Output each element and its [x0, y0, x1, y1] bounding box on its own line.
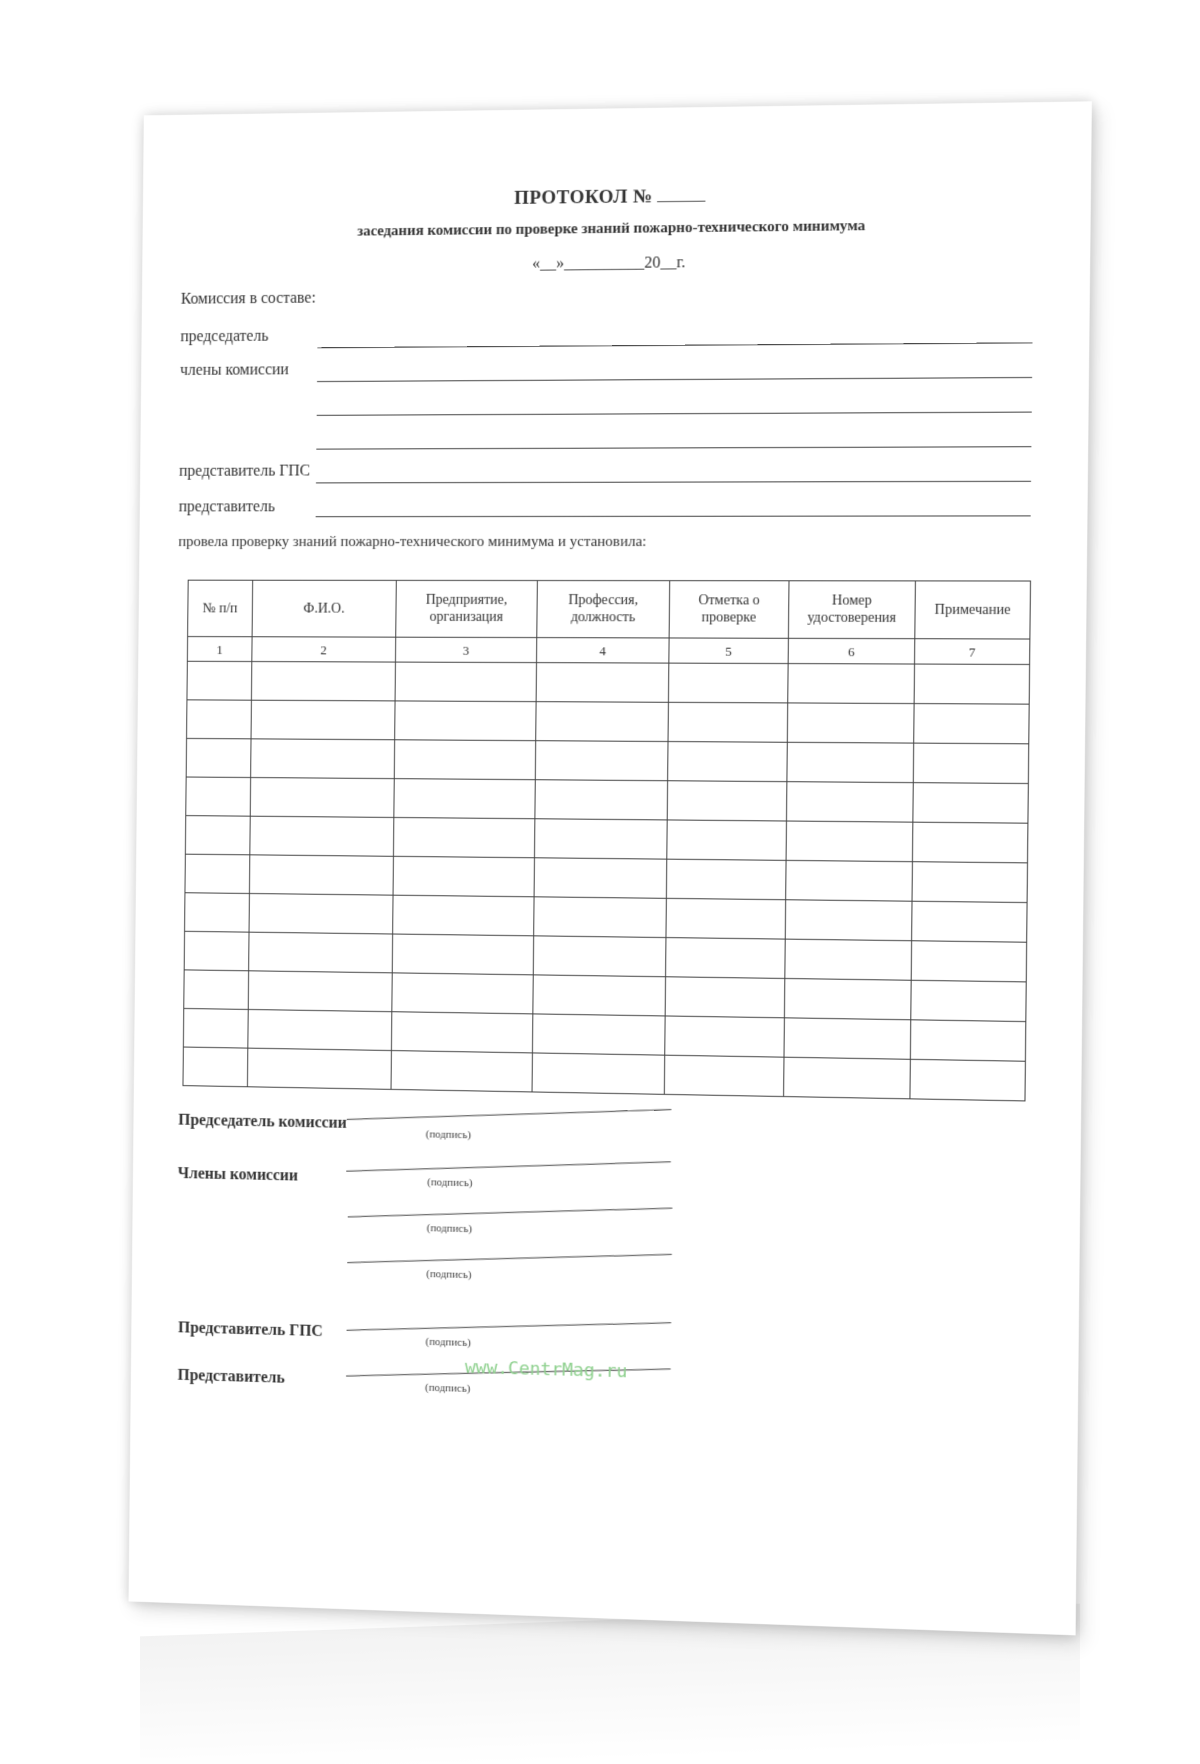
table-cell: [391, 1012, 532, 1053]
table-cell: [187, 700, 252, 739]
table-cell: [183, 1047, 248, 1087]
conducted-text: провела проверку знаний пожарно-технического минимума и установила:: [178, 533, 647, 550]
table-cell: [666, 898, 786, 939]
table-cell: [536, 702, 669, 742]
table-cell: [910, 1059, 1025, 1101]
table-cell: [666, 938, 786, 979]
table-cell: [668, 702, 788, 742]
signature-hint: (подпись): [424, 1381, 471, 1395]
table-cell: [395, 662, 536, 702]
table-cell: [532, 1014, 665, 1055]
table-cell: [187, 661, 252, 700]
column-number: 4: [537, 638, 670, 664]
table-row: [186, 738, 1029, 783]
table-cell: [536, 663, 669, 703]
header-name: Ф.И.О.: [252, 580, 396, 637]
table-cell: [788, 664, 915, 704]
table-cell: [534, 819, 667, 859]
column-number: 7: [915, 639, 1030, 665]
table-cell: [535, 741, 668, 781]
table-cell: [395, 701, 536, 741]
table-cell: [394, 779, 535, 819]
gps-rep-field-line: [316, 481, 1031, 484]
table-header-row: [188, 580, 1031, 639]
member-signature-line-3: [347, 1254, 672, 1263]
chairman-label: председатель: [180, 327, 269, 346]
table-cell: [787, 703, 914, 743]
member-signature-line-2: [348, 1208, 673, 1218]
table-cell: [534, 897, 667, 938]
protocol-sheet: [129, 101, 1092, 1635]
table-cell: [786, 782, 913, 823]
table-cell: [911, 941, 1026, 982]
table-cell: [668, 742, 788, 782]
table-cell: [249, 855, 393, 895]
table-cell: [666, 859, 786, 900]
table-cell: [912, 901, 1027, 942]
table-cell: [913, 743, 1028, 783]
table-row: [187, 661, 1030, 704]
table-cell: [665, 977, 785, 1018]
members-signature-label: Члены комиссии: [177, 1165, 299, 1185]
table-cell: [667, 781, 787, 821]
rep-signature-label: Представитель: [177, 1366, 285, 1387]
table-cell: [251, 662, 395, 701]
table-cell: [911, 980, 1026, 1021]
table-cell: [667, 820, 787, 860]
table-cell: [250, 778, 394, 818]
gps-rep-signature-label: Представитель ГПС: [177, 1319, 323, 1341]
title-text: ПРОТОКОЛ №: [514, 186, 653, 209]
table-cell: [665, 1016, 785, 1057]
table-cell: [784, 978, 911, 1019]
table-cell: [787, 742, 914, 782]
table-cell: [185, 816, 250, 855]
table-cell: [533, 975, 666, 1016]
date-line: «__»__________20__г.: [532, 254, 686, 273]
table-cell: [664, 1055, 784, 1096]
chairman-field-line: [317, 342, 1032, 348]
table-cell: [532, 1053, 665, 1094]
signature-hint: (подпись): [425, 1335, 471, 1350]
document-subtitle: заседания комиссии по проверке знаний пожарно-технического минимума: [357, 218, 866, 240]
table-cell: [247, 1048, 391, 1089]
table-cell: [251, 700, 395, 740]
table-row: [187, 700, 1030, 744]
header-number: № п/п: [188, 580, 253, 637]
table-body: [183, 661, 1030, 1101]
table-cell: [394, 740, 535, 780]
members-field-line-2: [317, 412, 1032, 416]
header-note: Примечание: [915, 581, 1031, 639]
table-cell: [786, 860, 913, 901]
member-signature-line-1: [346, 1161, 671, 1171]
table-cell: [392, 973, 533, 1014]
table-cell: [249, 893, 393, 934]
signature-hint: (подпись): [425, 1128, 472, 1142]
table-cell: [393, 895, 534, 936]
table-cell: [186, 738, 251, 777]
table-cell: [785, 939, 912, 980]
table-cell: [248, 971, 392, 1012]
table-cell: [393, 817, 534, 857]
table-cell: [533, 936, 666, 977]
table-cell: [185, 893, 250, 932]
signature-hint: (подпись): [426, 1268, 472, 1282]
table-cell: [391, 1051, 532, 1092]
table-cell: [784, 1018, 911, 1059]
members-field-line-1: [317, 377, 1032, 382]
rep-label: представитель: [178, 498, 276, 516]
header-organization: Предприятие, организация: [396, 580, 538, 637]
column-number: 2: [252, 637, 396, 662]
chairman-signature-label: Председатель комиссии: [178, 1111, 347, 1132]
signature-hint: (подпись): [426, 1222, 473, 1236]
commission-label: Комиссия в составе:: [180, 289, 316, 308]
table-cell: [248, 1009, 392, 1050]
table-cell: [534, 858, 667, 899]
table-cell: [250, 816, 394, 856]
table-cell: [183, 1008, 248, 1048]
table-cell: [784, 1057, 911, 1099]
table-cell: [910, 1020, 1025, 1061]
table-cell: [786, 821, 913, 862]
table-cell: [785, 900, 912, 941]
table-cell: [912, 862, 1027, 903]
chairman-signature-line: [347, 1109, 672, 1120]
watermark-text: www.CentrMag.ru: [464, 1356, 628, 1383]
table-cell: [392, 934, 533, 975]
table-cell: [249, 932, 393, 973]
header-certificate-number: Номер удостоверения: [788, 581, 915, 639]
table-cell: [186, 777, 251, 816]
table-cell: [668, 663, 788, 703]
column-number-row: [187, 637, 1030, 665]
table-cell: [914, 664, 1029, 704]
column-number: 6: [788, 638, 915, 664]
rep-field-line: [316, 515, 1031, 517]
table-cell: [185, 854, 250, 893]
table-cell: [914, 704, 1029, 744]
protocol-number-blank: [657, 201, 705, 203]
header-profession: Профессия, должность: [537, 581, 670, 638]
header-check-mark: Отметка о проверке: [669, 581, 789, 639]
gps-rep-signature-line: [347, 1322, 672, 1330]
signature-hint: (подпись): [427, 1176, 473, 1190]
gps-rep-label: представитель ГПС: [178, 462, 311, 480]
table-cell: [184, 931, 249, 970]
table-cell: [251, 739, 395, 779]
table-cell: [535, 780, 668, 820]
document-title: [143, 181, 1091, 214]
column-number: 3: [395, 637, 536, 662]
column-number: 1: [187, 637, 252, 662]
table-cell: [912, 822, 1027, 863]
table-cell: [393, 856, 534, 896]
table-cell: [184, 970, 249, 1010]
table-cell: [913, 783, 1028, 824]
members-label: члены комиссии: [180, 361, 289, 379]
members-field-line-3: [316, 446, 1031, 449]
column-number: 5: [669, 638, 789, 664]
results-table: [182, 580, 1031, 1102]
